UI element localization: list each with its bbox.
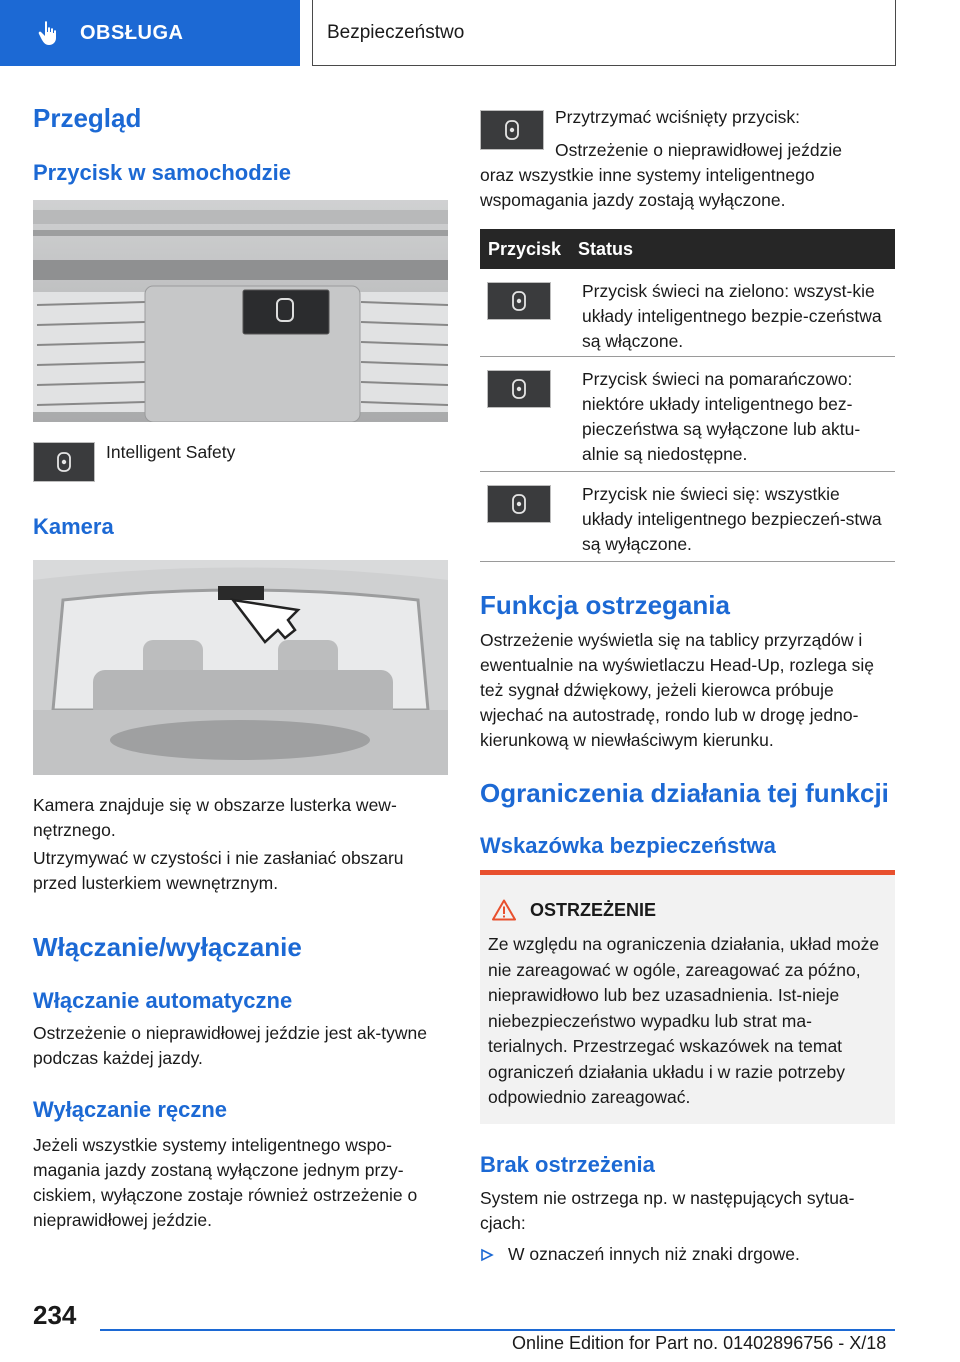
button-green-state (487, 282, 551, 320)
reczne-paragraph: Jeżeli wszystkie systemy inteligentnego wspo-magania jazdy zostaną wyłączone jednym przy-ciskiem, wyłączone zostaje również ostrzeżenie o nieprawidłowej jeździe. (33, 1135, 418, 1230)
heading-przeglad: Przegląd (33, 103, 142, 133)
heading-reczne: Wyłączanie ręczne (33, 1097, 228, 1122)
triangle-bullet-icon (480, 1248, 494, 1262)
intelligent-safety-icon (510, 379, 528, 399)
hold-rest: oraz wszystkie inne systemy inteligentnego wspomagania jazdy zostają wyłączone. (480, 165, 815, 210)
intelligent-safety-icon (510, 494, 528, 514)
kamera-paragraph-1: Kamera znajduje się w obszarze lusterka wew-nętrznego. (33, 795, 397, 840)
status-text: Przycisk świeci na zielono: wszyst-kie układy inteligentnego bezpie-czeństwa są włączone. (582, 281, 882, 351)
section-tab-label: OBSŁUGA (80, 21, 184, 44)
table-col-przycisk: Przycisk (488, 238, 562, 259)
intelligent-safety-icon (510, 291, 528, 311)
page-header (0, 0, 960, 66)
intelligent-safety-button-hold (480, 110, 544, 150)
heading-brak: Brak ostrzeżenia (480, 1152, 655, 1177)
intelligent-safety-button (33, 442, 95, 482)
page-number: 234 (33, 1300, 77, 1330)
camera-photo (33, 560, 448, 775)
heading-przycisk: Przycisk w samochodzie (33, 160, 291, 185)
status-table (480, 229, 895, 562)
table-row (480, 357, 895, 472)
hand-pointer-icon (36, 20, 62, 46)
footer-divider (100, 1329, 895, 1331)
brak-paragraph: System nie ostrzega np. w następujących sytua-cjach: (480, 1188, 855, 1233)
heading-ograniczenia: Ograniczenia działania tej funkcji (480, 778, 889, 808)
heading-wskazowka: Wskazówka bezpieczeństwa (480, 833, 776, 858)
intelligent-safety-icon (503, 120, 521, 140)
warning-title: OSTRZEŻENIE (530, 899, 657, 920)
status-text: Przycisk świeci na pomarańczowo: niektóre układy inteligentnego bez-pieczeństwa są wyłączone lub aktu-alnie są niedostępne. (582, 369, 861, 464)
heading-wlaczanie: Włączanie/wyłączanie (33, 932, 302, 962)
warning-body: Ze względu na ograniczenia działania, układ może nie zareagować w ogóle, zareagować za późno, nieprawidłowo lub bez uzasadnienia. Ist-nieje niebezpieczeństwo wypadku lub strat ma-terialnych. Przestrzegać wskazówek na temat ograniczeń działania układu i w razie potrzeby odpowiednio zareagować. (488, 934, 880, 1107)
intelligent-safety-icon (55, 452, 73, 472)
heading-kamera: Kamera (33, 514, 114, 539)
footer-edition: Online Edition for Part no. 01402896756 - X/18 (512, 1333, 887, 1353)
dashboard-photo (33, 200, 448, 422)
hold-line-1: Przytrzymać wciśnięty przycisk: (555, 107, 801, 127)
section-tab[interactable] (0, 0, 300, 66)
table-col-status: Status (578, 238, 634, 259)
bullet-text: W oznaczeń innych niż znaki drgowe. (508, 1244, 800, 1264)
heading-automatyczne: Włączanie automatyczne (33, 988, 293, 1013)
heading-funkcja: Funkcja ostrzegania (480, 590, 730, 620)
button-off-state (487, 485, 551, 523)
funkcja-paragraph: Ostrzeżenie wyświetla się na tablicy przyrządów i ewentualnie na wyświetlaczu Head-Up, rozlega się też sygnał dźwiękowy, jeżeli kierowca próbuje wjechać na autostradę, rondo lub w drogę jedno-kierunkową w niewłaściwym kierunku. (480, 630, 874, 750)
status-text: Przycisk nie świeci się: wszystkie układy inteligentnego bezpieczeń-stwa są wyłączone. (582, 484, 882, 554)
button-caption: Intelligent Safety (106, 442, 236, 462)
table-row (480, 472, 895, 562)
auto-paragraph: Ostrzeżenie o nieprawidłowej jeździe jest ak-tywne podczas każdej jazdy. (33, 1023, 427, 1068)
hold-line-2: Ostrzeżenie o nieprawidłowej jeździe (555, 140, 842, 160)
warning-box (480, 870, 895, 1124)
warning-triangle-icon (492, 899, 516, 921)
chapter-title: Bezpieczeństwo (312, 0, 896, 66)
warning-title-row (488, 899, 656, 921)
kamera-paragraph-2: Utrzymywać w czystości i nie zasłaniać obszaru przed lusterkiem wewnętrznym. (33, 848, 404, 893)
button-orange-state (487, 370, 551, 408)
list-item (480, 1242, 800, 1267)
table-row (480, 269, 895, 357)
table-header (480, 229, 895, 269)
